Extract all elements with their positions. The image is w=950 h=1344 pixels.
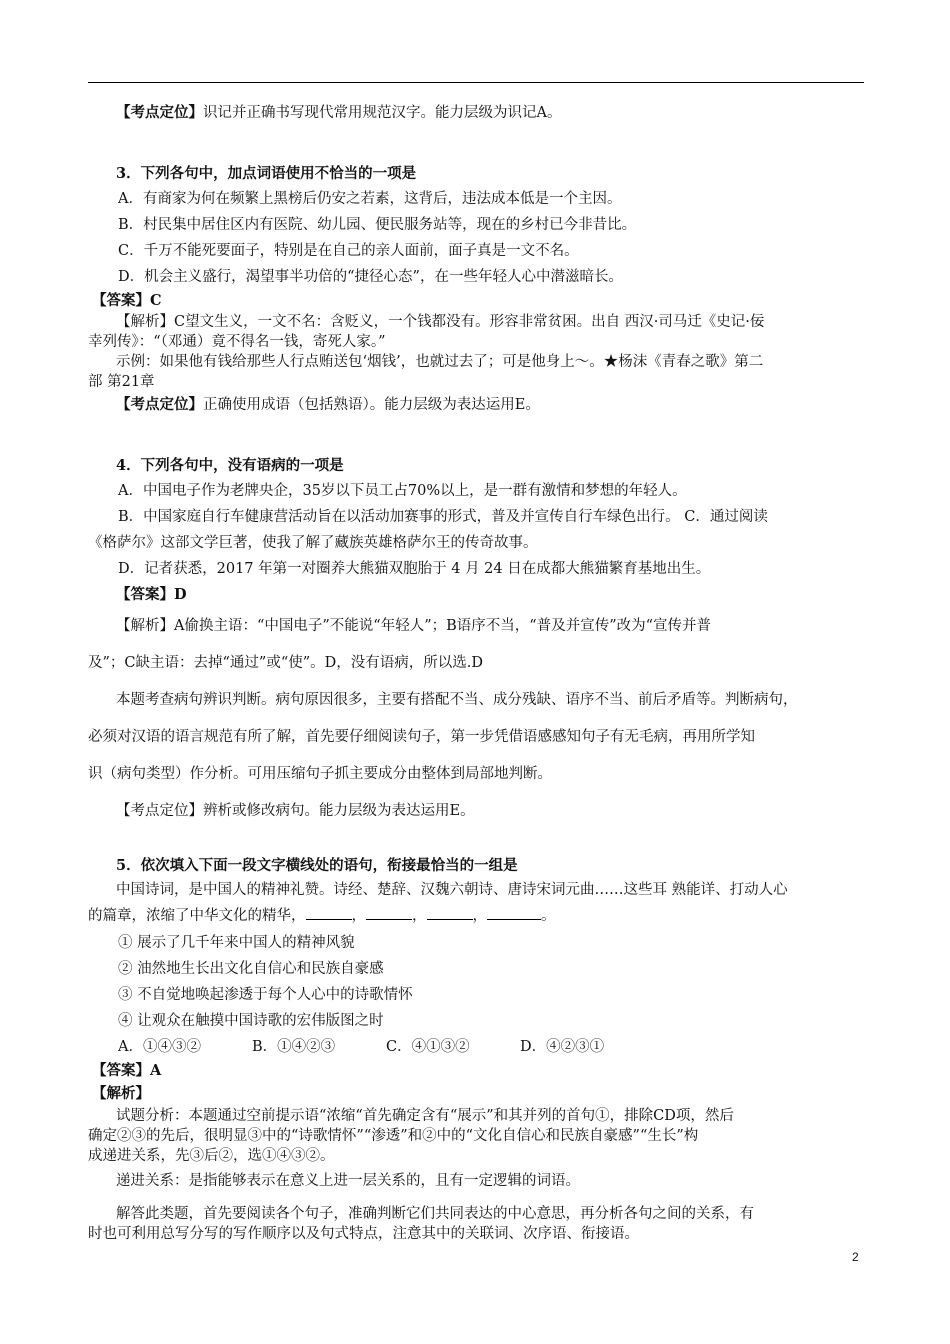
- q5-passage-line-1: 中国诗词，是中国人的精神礼赞。诗经、楚辞、汉魏六朝诗、唐诗宋词元曲……这些耳 熟能详、打动人心: [116, 882, 788, 898]
- question-3-stem: 3．下列各句中，加点词语使用不恰当的一项是: [116, 165, 417, 182]
- q3-analysis-line-1: 【解析】C望文生义，一文不名：含贬义，一个钱都没有。形容非常贫困。出自 西汉·司马迁《史记·佞: [116, 314, 765, 330]
- q5-item-4: ④ 让观众在触摸中国诗歌的宏伟版图之时: [118, 1013, 384, 1029]
- q5-passage-line-2: 的篇章，浓缩了中华文化的精华， ， ， ， 。: [88, 902, 864, 930]
- q3-option-b: B．村民集中居住区内有医院、幼儿园、便民服务站等，现在的乡村已今非昔比。: [118, 217, 637, 233]
- document-page: [88, 100, 864, 1244]
- blank-3: [427, 905, 473, 920]
- q4-exam-point: 【考点定位】辨析或修改病句。能力层级为表达运用E。: [116, 803, 475, 819]
- question-4-stem: 4．下列各句中，没有语病的一项是: [116, 457, 344, 474]
- q5-answer: 【答案】A: [92, 1062, 162, 1079]
- q5-choice-c: C．④①③②: [386, 1039, 470, 1055]
- q5-choice-b: B．①④②③: [252, 1039, 336, 1055]
- q5-choices: [88, 1034, 864, 1060]
- q4-option-d: D．记者获悉，2017 年第一对圈养大熊猫双胞胎于 4 月 24 日在成都大熊猫繁育基地出生。: [118, 561, 711, 577]
- q4-analysis-line-5: 识（病句类型）作分析。可用压缩句子抓主要成分由整体到局部地判断。: [88, 766, 552, 782]
- question-5-stem: 5．依次填入下面一段文字横线处的语句，衔接最恰当的一组是: [116, 857, 518, 874]
- q4-analysis-line-2: 及”；C缺主语：去掉“通过”或“使”。D，没有语病，所以选.D: [88, 655, 484, 671]
- q5-item-1: ① 展示了几千年来中国人的精神风貌: [118, 935, 355, 951]
- q3-exam-point: 【考点定位】正确使用成语（包括熟语）。能力层级为表达运用E。: [116, 396, 540, 413]
- q4-analysis-line-1: 【解析】A偷换主语：“中国电子”不能说“年轻人”；B语序不当，“普及并宣传”改为“宣传并普: [116, 618, 712, 634]
- q5-choice-a: A．①④③②: [118, 1039, 201, 1055]
- q3-answer: 【答案】C: [92, 292, 162, 309]
- q5-item-3: ③ 不自觉地唤起渗透于每个人心中的诗歌情怀: [118, 987, 413, 1003]
- q5-item-2: ② 油然地生长出文化自信心和民族自豪感: [118, 961, 384, 977]
- q3-analysis-line-2: 幸列传》：“（邓通）竟不得名一钱，寄死人家。”: [88, 334, 386, 350]
- q4-analysis-line-3: 本题考查病句辨识判断。病句原因很多，主要有搭配不当、成分残缺、语序不当、前后矛盾等。判断病句，: [116, 692, 798, 708]
- q3-analysis-line-4: 部 第21章: [88, 374, 155, 390]
- blank-2: [366, 905, 412, 920]
- q3-analysis-line-3: 示例：如果他有钱给那些人行点贿送包‘烟钱’，也就过去了；可是他身上～。★杨沫《青春之歌》第二: [116, 354, 764, 370]
- q5-analysis-line-2: 确定②③的先后，很明显③中的“诗歌情怀”“渗透”和②中的“文化自信心和民族自豪感”“生长”构: [88, 1128, 699, 1144]
- exam-point-prev: 【考点定位】识记并正确书写现代常用规范汉字。能力层级为识记A。: [116, 104, 562, 121]
- q5-analysis-tag: 【解析】: [92, 1085, 150, 1102]
- blank-1: [306, 905, 352, 920]
- q5-choice-d: D．④②③①: [520, 1039, 605, 1055]
- q5-analysis-line-3: 成递进关系，先③后②，选①④③②。: [88, 1148, 335, 1164]
- q5-progressive-note: 递进关系：是指能够表示在意义上进一层关系的，且有一定逻辑的词语。: [116, 1173, 580, 1189]
- q5-tips-line-2: 时也可利用总写分写的写作顺序以及句式特点，注意其中的关联词、次序语、衔接语。: [88, 1226, 639, 1242]
- q4-analysis-line-4: 必须对汉语的语言规范有所了解，首先要仔细阅读句子，第一步凭借语感感知句子有无毛病，再用所学知: [88, 729, 755, 745]
- blank-4: [487, 905, 541, 920]
- page-number: 2: [852, 1250, 859, 1264]
- q4-answer: 【答案】D: [116, 586, 187, 603]
- q3-option-a: A．有商家为何在频繁上黑榜后仍安之若素，这背后，违法成本低是一个主因。: [118, 191, 622, 207]
- q5-tips-line-1: 解答此类题，首先要阅读各个句子，准确判断它们共同表达的中心意思，再分析各句之间的关系，有: [116, 1206, 754, 1222]
- q4-option-c-cont: 《格萨尔》这部文学巨著，使我了解了藏族英雄格萨尔王的传奇故事。: [88, 535, 538, 551]
- q4-option-b: B．中国家庭自行车健康营活动旨在以活动加赛事的形式，普及并宣传自行车绿色出行。 C．通过阅读: [118, 509, 768, 525]
- q3-option-d: D．机会主义盛行，渴望事半功倍的“捷径心态”，在一些年轻人心中潜滋暗长。: [118, 269, 623, 285]
- q3-option-c: C．千万不能死要面子，特别是在自己的亲人面前，面子真是一文不名。: [118, 243, 579, 259]
- q4-option-a: A．中国电子作为老牌央企，35岁以下员工占70%以上，是一群有激情和梦想的年轻人。: [118, 483, 687, 499]
- q5-analysis-line-1: 试题分析：本题通过空前提示语“浓缩“首先确定含有“展示”和其并列的首句①，排除CD项，然后: [116, 1108, 734, 1124]
- header-rule: [88, 82, 864, 83]
